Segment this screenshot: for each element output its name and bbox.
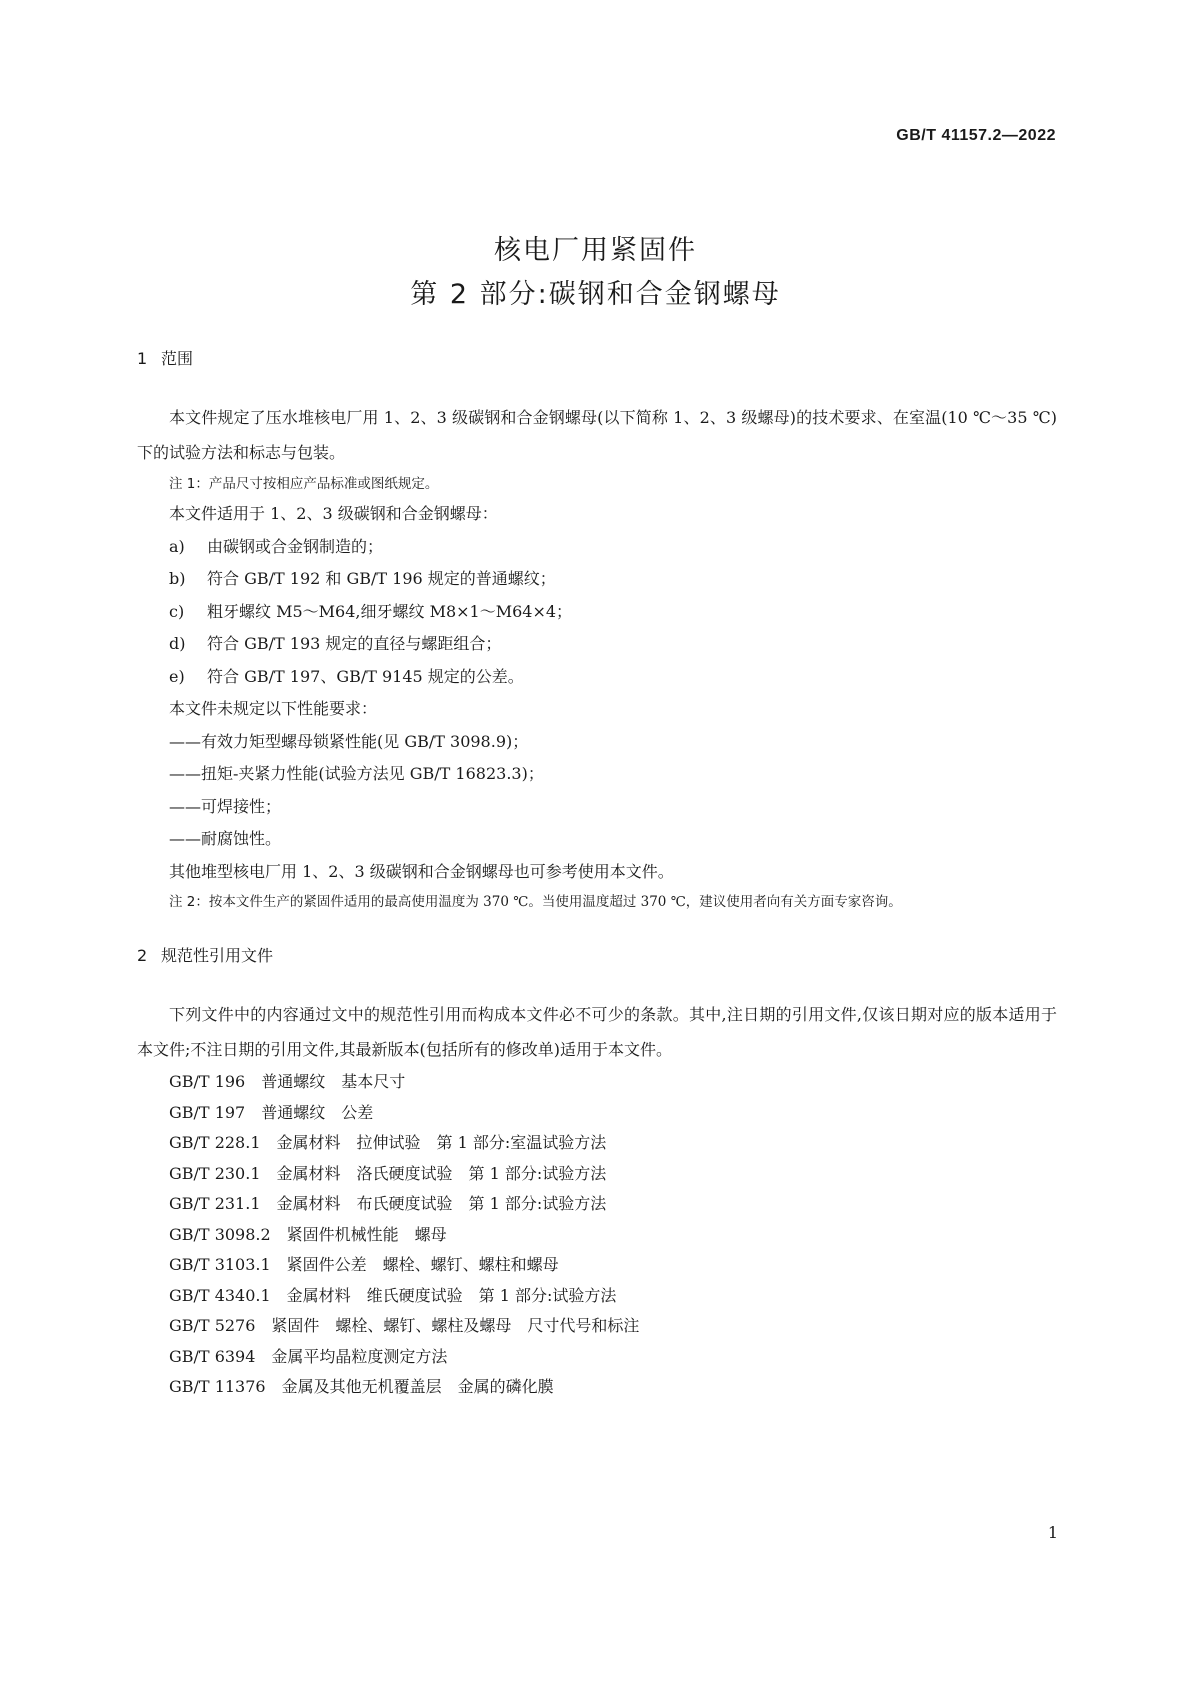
applies-statement: 本文件适用于 1、2、3 级碳钢和合金钢螺母： xyxy=(169,504,498,523)
standard-code: GB/T 41157.2—2022 xyxy=(896,127,1056,144)
note-2 xyxy=(137,888,1057,916)
reference-item: GB/T 196 普通螺纹 基本尺寸 xyxy=(169,1072,406,1091)
reference-item: GB/T 5276 紧固件 螺栓、螺钉、螺柱及螺母 尺寸代号和标注 xyxy=(169,1316,640,1335)
list-text: 符合 GB/T 193 规定的直径与螺距组合； xyxy=(207,634,502,653)
reference-item: GB/T 4340.1 金属材料 维氏硬度试验 第 1 部分:试验方法 xyxy=(169,1285,617,1305)
scope-intro: 本文件规定了压水堆核电厂用 1、2、3 级碳钢和合金钢螺母(以下简称 1、2、3 级螺母)的技术要求、在室温(10 ℃～35 ℃)下的试验方法和标志与包装。 xyxy=(137,408,1057,462)
list-marker: d) xyxy=(169,634,186,653)
note-1-text: 产品尺寸按相应产品标准或图纸规定。 xyxy=(208,476,439,492)
reference-item: GB/T 231.1 金属材料 布氏硬度试验 第 1 部分:试验方法 xyxy=(169,1194,607,1213)
reference-item: GB/T 197 普通螺纹 公差 xyxy=(169,1102,374,1122)
section-1-number: 1 xyxy=(137,349,148,368)
section-2-number: 2 xyxy=(137,946,148,965)
list-marker: a) xyxy=(169,536,185,556)
references-intro: 下列文件中的内容通过文中的规范性引用而构成本文件必不可少的条款。其中,注日期的引用文件,仅该日期对应的版本适用于本文件;不注日期的引用文件,其最新版本(包括所有的修改单)适用于本文件。 xyxy=(137,1005,1057,1059)
reference-item: GB/T 230.1 金属材料 洛氏硬度试验 第 1 部分:试验方法 xyxy=(169,1163,607,1183)
list-text: 符合 GB/T 197、GB/T 9145 规定的公差。 xyxy=(207,666,524,686)
reference-item: GB/T 11376 金属及其他无机覆盖层 金属的磷化膜 xyxy=(169,1377,554,1396)
note-2-label: 注 2： xyxy=(169,894,209,910)
list-item xyxy=(137,661,1057,694)
reference-item: GB/T 3103.1 紧固件公差 螺栓、螺钉、螺柱和螺母 xyxy=(169,1255,559,1274)
section-1-body xyxy=(137,400,1057,916)
section-2-heading xyxy=(137,943,273,966)
reference-item: GB/T 6394 金属平均晶粒度测定方法 xyxy=(169,1346,448,1366)
document-title-line2: 第 2 部分:碳钢和合金钢螺母 xyxy=(410,279,781,310)
note-1-label: 注 1： xyxy=(169,476,209,492)
dash-item: ——可焊接性； xyxy=(169,796,282,816)
section-1-title: 范围 xyxy=(161,349,194,368)
list-marker: c) xyxy=(169,601,185,621)
section-2-body xyxy=(137,997,1057,1403)
note-1 xyxy=(137,470,1057,498)
not-specified-statement: 本文件未规定以下性能要求： xyxy=(169,699,378,718)
dash-item: ——扭矩-夹紧力性能(试验方法见 GB/T 16823.3)； xyxy=(169,764,544,783)
note-2-text: 按本文件生产的紧固件适用的最高使用温度为 370 ℃。当使用温度超过 370 ℃，建议使用者向有关方面专家咨询。 xyxy=(208,894,902,910)
section-2-title: 规范性引用文件 xyxy=(161,946,274,965)
page-number: 1 xyxy=(1047,1523,1058,1542)
list-marker: e) xyxy=(169,666,185,686)
reference-item: GB/T 3098.2 紧固件机械性能 螺母 xyxy=(169,1224,447,1244)
list-item xyxy=(137,628,1057,661)
list-item xyxy=(137,563,1057,596)
dash-item: ——耐腐蚀性。 xyxy=(169,829,282,848)
other-reactor-statement: 其他堆型核电厂用 1、2、3 级碳钢和合金钢螺母也可参考使用本文件。 xyxy=(169,861,674,881)
document-title-line1: 核电厂用紧固件 xyxy=(494,235,697,266)
list-text: 由碳钢或合金钢制造的； xyxy=(207,536,384,556)
list-item xyxy=(137,596,1057,629)
reference-item: GB/T 228.1 金属材料 拉伸试验 第 1 部分:室温试验方法 xyxy=(169,1133,607,1152)
list-item xyxy=(137,531,1057,564)
list-text: 粗牙螺纹 M5～M64,细牙螺纹 M8×1～M64×4； xyxy=(207,601,573,621)
section-1-heading xyxy=(137,346,193,369)
list-text: 符合 GB/T 192 和 GB/T 196 规定的普通螺纹； xyxy=(207,569,556,588)
dash-item: ——有效力矩型螺母锁紧性能(见 GB/T 3098.9)； xyxy=(169,731,529,751)
list-marker: b) xyxy=(169,569,186,588)
